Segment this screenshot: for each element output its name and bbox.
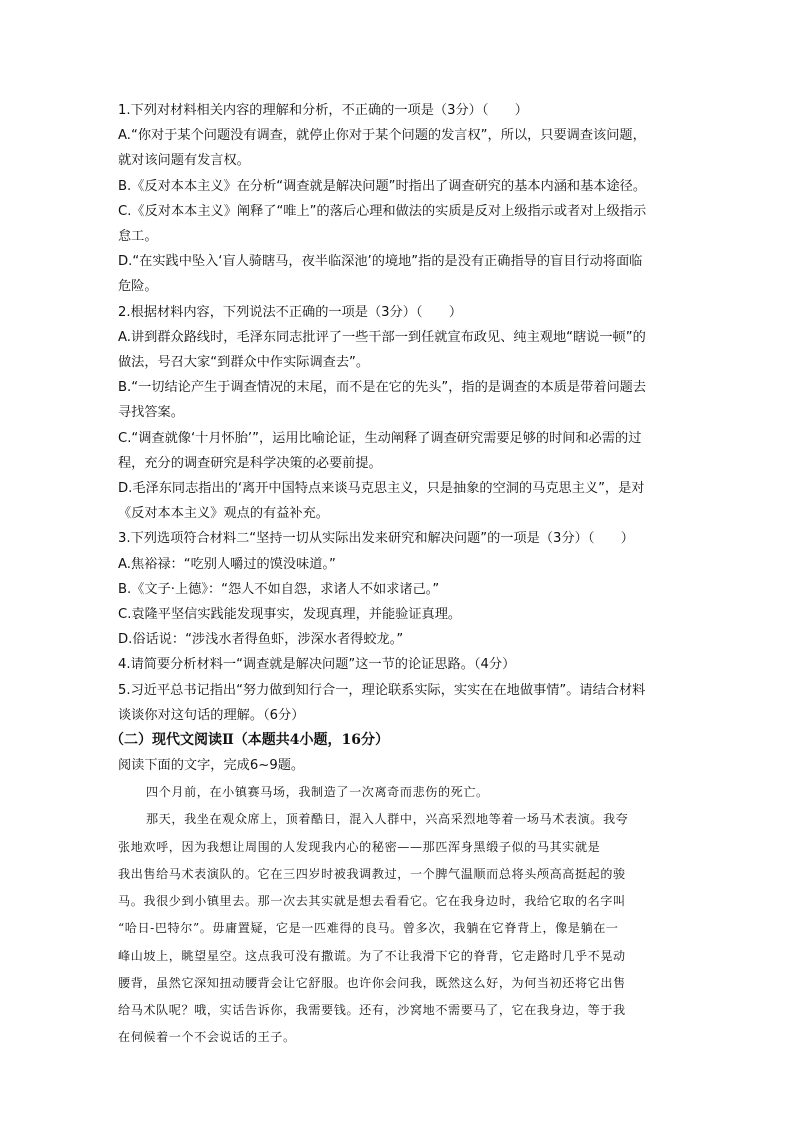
question-line-q1d-1: 危险。 xyxy=(118,279,158,295)
question-line-q2b-1: 寻找答案。 xyxy=(118,405,184,421)
section-title: （二）现代文阅读Ⅱ（本题共4小题，16分） xyxy=(110,732,390,749)
question-line-q2a-1: 做法，号召大家“到群众中作实际调查去”。 xyxy=(118,355,370,371)
question-line-q2-0: 2.根据材料内容，下列说法不正确的一项是（3分）（ ） xyxy=(118,304,463,320)
reading-instruction: 阅读下面的文字，完成6~9题。 xyxy=(118,758,305,774)
story-text xyxy=(118,779,678,1051)
story-line-p1-1: 张地欢呼，因为我想让周围的人发现我内心的秘密——那匹浑身黑缎子似的马其实就是 xyxy=(118,839,601,854)
story-line-p0-0: 四个月前，在小镇赛马场，我制造了一次离奇而悲伤的死亡。 xyxy=(146,785,489,800)
question-line-q3d-0: D.俗话说：“涉浅水者得鱼虾，涉深水者得蛟龙。” xyxy=(118,632,404,648)
question-line-q3b-0: B.《文子·上德》：“怨人不如自怨，求诸人不如求诸己。” xyxy=(118,581,440,597)
story-line-p1-2: 我出售给马术表演队的。它在三四岁时被我调教过，一个脾气温顺而总将头颅高高挺起的骏 xyxy=(118,866,626,881)
questions-block xyxy=(118,98,678,728)
question-line-q2b-0: B.“一切结论产生于调查情况的末尾，而不是在它的先头”，指的是调查的本质是带着问题去 xyxy=(118,380,647,396)
question-line-q5-0: 5.习近平总书记指出“努力做到知行合一，理论联系实际，实实在在地做事情”。请结合材料 xyxy=(118,682,646,698)
story-line-p1-7: 给马术队呢？哦，实话告诉你，我需要钱。还有，沙窝地不需要马了，它在我身边，等于我 xyxy=(118,1002,626,1017)
question-line-q5-1: 谈谈你对这句话的理解。（6分） xyxy=(118,707,305,723)
question-line-q1c-0: C.《反对本本主义》阐释了“唯上”的落后心理和做法的实质是反对上级指示或者对上级指示 xyxy=(118,203,647,219)
question-line-q1c-1: 怠工。 xyxy=(118,229,158,245)
question-line-q1b-0: B.《反对本本主义》在分析“调查就是解决问题”时指出了调查研究的基本内涵和基本途径。 xyxy=(118,178,647,194)
question-line-q3-0: 3.下列选项符合材料二“坚持一切从实际出发来研究和解决问题”的一项是（3分）（ ） xyxy=(118,531,634,547)
story-line-p1-4: “哈日-巴特尔”。毋庸置疑，它是一匹难得的良马。曾多次，我躺在它脊背上，像是躺在一 xyxy=(118,921,619,936)
question-line-q2c-0: C.“调查就像‘十月怀胎’”，运用比喻论证，生动阐释了调查研究需要足够的时间和必需的过 xyxy=(118,430,642,446)
question-line-q1a-1: 就对该问题有发言权。 xyxy=(118,153,250,169)
story-line-p1-5: 峰山坡上，眺望星空。这点我可没有撒谎。为了不让我滑下它的脊背，它走路时几乎不晃动 xyxy=(118,948,626,963)
story-line-p1-0: 那天，我坐在观众席上，顶着酷日，混入人群中，兴高采烈地等着一场马术表演。我夸 xyxy=(146,812,629,827)
question-line-q1-0: 1.下列对材料相关内容的理解和分析，不正确的一项是（3分）（ ） xyxy=(118,103,528,118)
question-line-q2c-1: 程，充分的调查研究是科学决策的必要前提。 xyxy=(118,455,382,471)
story-line-p1-3: 马。我很少到小镇里去。那一次去其实就是想去看看它。它在我身边时，我给它取的名字叫 xyxy=(118,894,626,909)
question-line-q3a-0: A.焦裕禄：“吃别人嚼过的馍没味道。” xyxy=(118,556,336,572)
story-line-p1-8: 在伺候着一个不会说话的王子。 xyxy=(118,1030,296,1045)
question-line-q2d-1: 《反对本本主义》观点的有益补充。 xyxy=(118,506,329,522)
question-line-q1d-0: D.“在实践中坠入‘盲人骑瞎马，夜半临深池’的境地”指的是没有正确指导的盲目行动将面临 xyxy=(118,254,643,270)
question-line-q2d-0: D.毛泽东同志指出的‘离开中国特点来谈马克思主义，只是抽象的空洞的马克思主义”，是对 xyxy=(118,481,645,497)
story-line-p1-6: 腰背，虽然它深知扭动腰背会让它舒服。也许你会问我，既然这么好，为何当初还将它出售 xyxy=(118,975,626,990)
question-line-q3c-0: C.袁隆平坚信实践能发现事实，发现真理，并能验证真理。 xyxy=(118,607,462,623)
document-page xyxy=(110,98,678,1051)
question-line-q1a-0: A.“你对于某个问题没有调查，就停止你对于某个问题的发言权”，所以，只要调查该问题， xyxy=(118,128,646,144)
question-line-q2a-0: A.讲到群众路线时，毛泽东同志批评了一些干部一到任就宣布政见、纯主观地“瞎说一顿”的 xyxy=(118,329,646,345)
question-line-q4-0: 4.请简要分析材料一“调查就是解决问题”这一节的论证思路。（4分） xyxy=(118,657,516,673)
